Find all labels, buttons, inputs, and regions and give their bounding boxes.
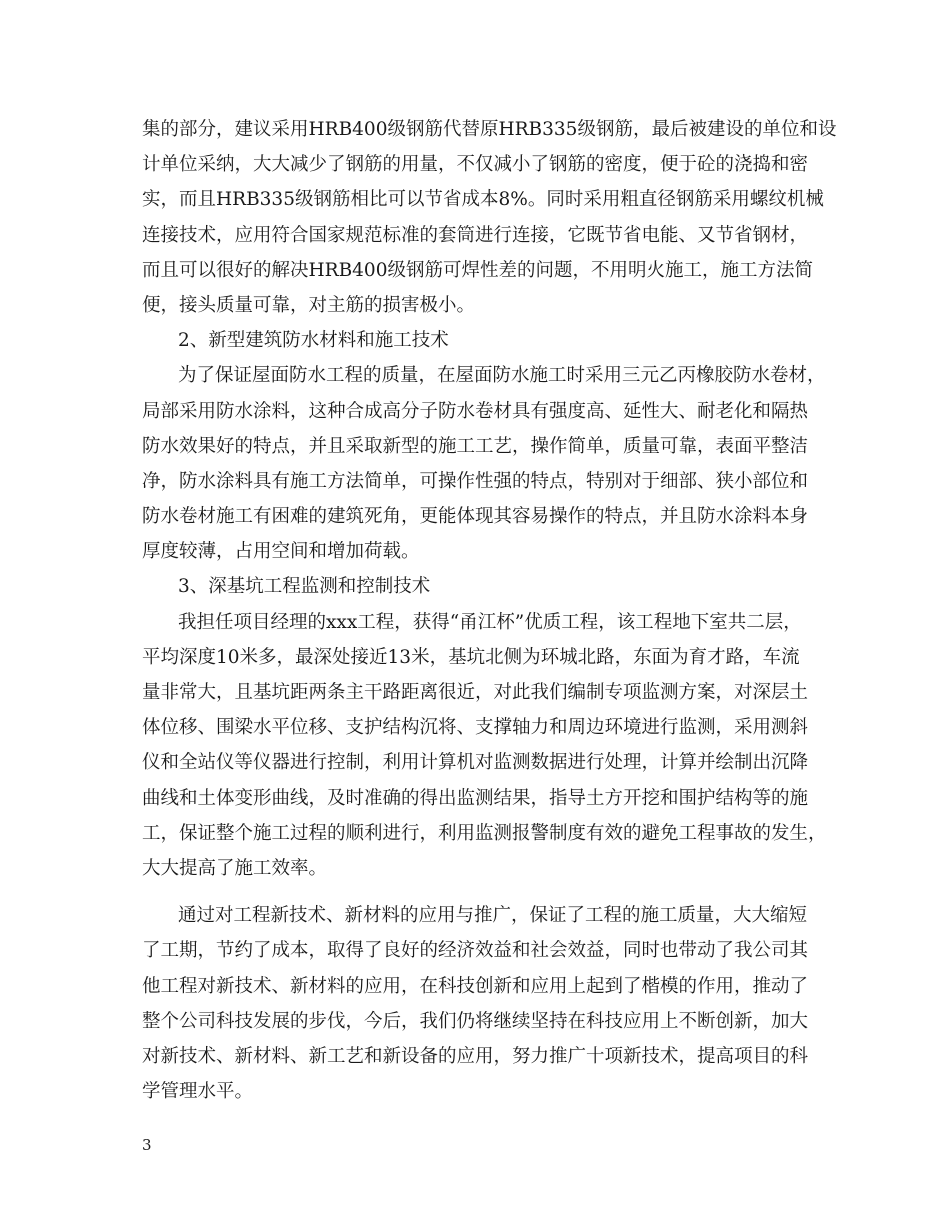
text-line: 防水卷材施工有困难的建筑死角，更能体现其容易操作的特点，并且防水涂料本身 <box>142 506 809 528</box>
text-line: 连接技术，应用符合国家规范标准的套筒进行连接，它既节省电能、又节省钢材， <box>142 224 809 246</box>
text-line: 仪和全站仪等仪器进行控制，利用计算机对监测数据进行处理，计算并绘制出沉降 <box>142 752 809 774</box>
text-line: 体位移、围梁水平位移、支护结构沉将、支撑轴力和周边环境进行监测，采用测斜 <box>142 717 809 739</box>
paragraph-conclusion <box>142 898 822 1109</box>
text-line: 防水效果好的特点，并且采取新型的施工工艺，操作简单，质量可靠，表面平整洁 <box>142 435 809 457</box>
text-line: 对新技术、新材料、新工艺和新设备的应用，努力推广十项新技术，提高项目的科 <box>142 1045 809 1067</box>
paragraph-spacer <box>142 886 822 898</box>
paragraph-excavation-monitoring <box>142 605 827 887</box>
text-line: 实，而且HRB335级钢筋相比可以节省成本8%。同时采用粗直径钢筋采用螺纹机械 <box>142 189 824 211</box>
text-line: 大大提高了施工效率。 <box>142 857 328 879</box>
text-line: 工，保证整个施工过程的顺利进行，利用监测报警制度有效的避免工程事故的发生， <box>142 822 827 844</box>
text-line: 了工期，节约了成本，取得了良好的经济效益和社会效益，同时也带动了我公司其 <box>142 940 809 962</box>
paragraph-rebar-technology <box>142 112 837 323</box>
page-number: 3 <box>142 1136 152 1154</box>
text-line: 厚度较薄，占用空间和增加荷载。 <box>142 541 420 563</box>
text-line: 局部采用防水涂料，这种合成高分子防水卷材具有强度高、延性大、耐老化和隔热 <box>142 400 809 422</box>
text-line: 便，接头质量可靠，对主筋的损害极小。 <box>142 294 476 316</box>
text-line: 为了保证屋面防水工程的质量，在屋面防水施工时采用三元乙丙橡胶防水卷材， <box>178 365 826 387</box>
paragraph-waterproofing <box>142 358 826 569</box>
text-line: 整个公司科技发展的步伐，今后，我们仍将继续坚持在科技应用上不断创新，加大 <box>142 1010 809 1032</box>
document-body <box>142 112 837 1109</box>
text-line: 曲线和土体变形曲线，及时准确的得出监测结果，指导土方开挖和围护结构等的施 <box>142 787 809 809</box>
text-line: 我担任项目经理的xxx工程，获得“甬江杯”优质工程，该工程地下室共二层， <box>178 611 802 633</box>
section-heading-excavation-monitoring: 3、深基坑工程监测和控制技术 <box>178 576 431 598</box>
text-line: 量非常大，且基坑距两条主干路距离很近，对此我们编制专项监测方案，对深层土 <box>142 682 809 703</box>
text-line: 净，防水涂料具有施工方法简单，可操作性强的特点，特别对于细部、狭小部位和 <box>142 470 809 492</box>
text-line: 学管理水平。 <box>142 1081 254 1103</box>
text-line: 平均深度10米多，最深处接近13米，基坑北侧为环城北路，东面为育才路，车流 <box>142 646 800 668</box>
text-line: 集的部分，建议采用HRB400级钢筋代替原HRB335级钢筋，最后被建设的单位和设 <box>142 119 837 140</box>
text-line: 通过对工程新技术、新材料的应用与推广，保证了工程的施工质量，大大缩短 <box>178 905 808 927</box>
text-line: 而且可以很好的解决HRB400级钢筋可焊性差的问题，不用明火施工，施工方法简 <box>142 259 813 281</box>
section-heading-waterproofing: 2、新型建筑防水材料和施工技术 <box>178 330 449 352</box>
text-line: 他工程对新技术、新材料的应用，在科技创新和应用上起到了楷模的作用，推动了 <box>142 975 809 997</box>
text-line: 计单位采纳，大大减少了钢筋的用量，不仅减小了钢筋的密度，便于砼的浇捣和密 <box>142 154 809 176</box>
